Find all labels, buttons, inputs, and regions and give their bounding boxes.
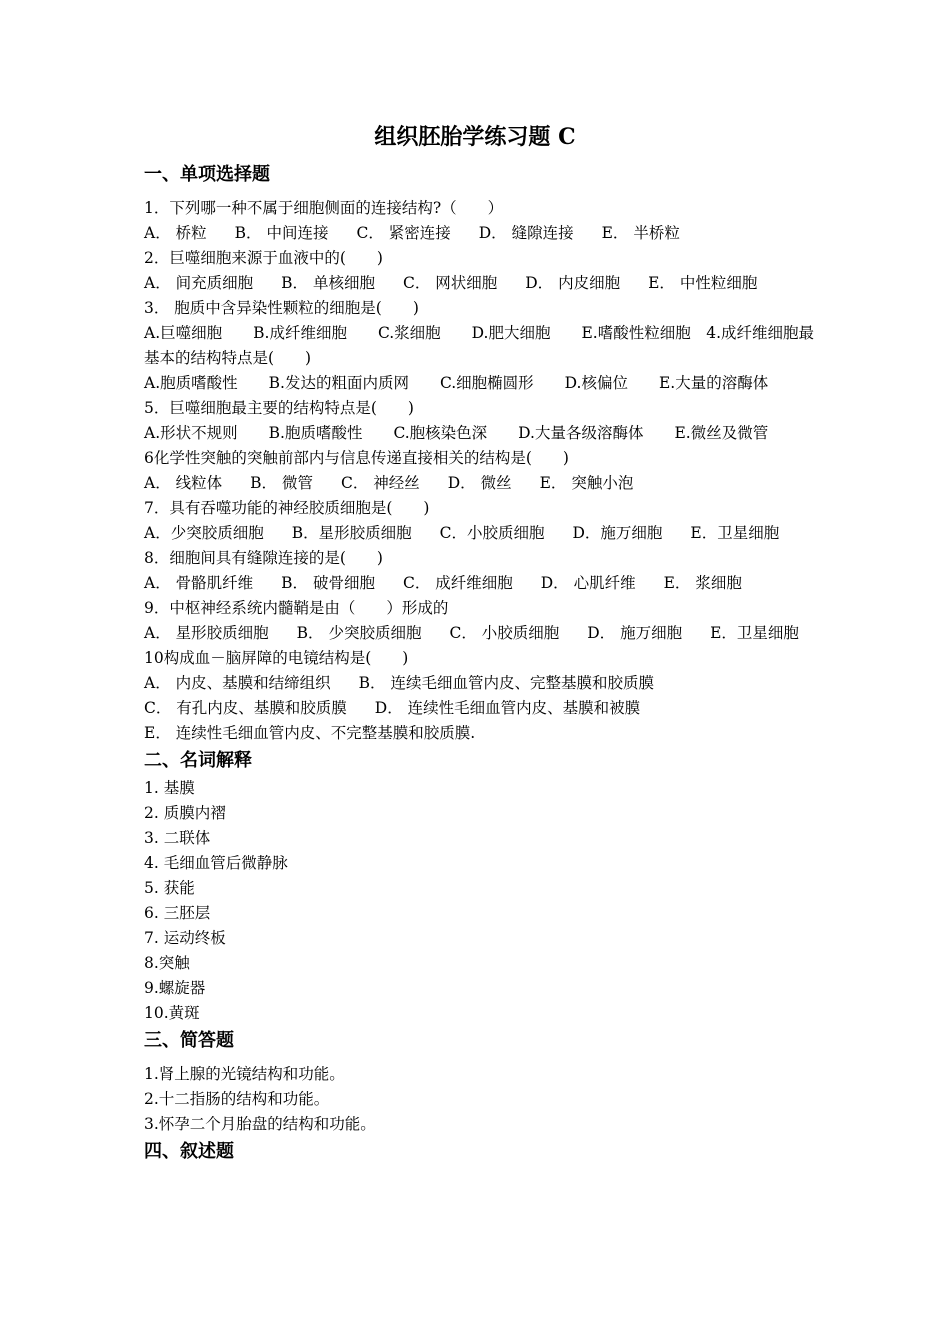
option-d: D． 施万细胞 (587, 624, 683, 642)
option-b: B． 破骨细胞 (281, 574, 375, 592)
option-a: A． 骨骼肌纤维 (144, 574, 254, 592)
short-answer-item: 1.肾上腺的光镜结构和功能。 (144, 1065, 345, 1083)
section-heading-single-choice: 一、单项选择题 (144, 164, 270, 185)
question-8-options (144, 571, 814, 596)
option-b: B． 中间连接 (234, 224, 329, 242)
option-a: A． 线粒体 (144, 474, 223, 492)
option-d: D． 连续性毛细血管内皮、基膜和被膜 (374, 699, 641, 717)
option-c: C． 神经丝 (340, 474, 420, 492)
question-7-stem: 7．具有吞噬功能的神经胶质细胞是( ) (144, 499, 430, 517)
option-c: C． 成纤维细胞 (402, 574, 513, 592)
short-answer-item: 2.十二指肠的结构和功能。 (144, 1090, 330, 1108)
short-answer-item: 3.怀孕二个月胎盘的结构和功能。 (144, 1115, 376, 1133)
option-a: A． 星形胶质细胞 (144, 624, 269, 642)
option-d: D． 微丝 (447, 474, 512, 492)
section-heading-short-answer: 三、简答题 (144, 1030, 234, 1051)
option-c: C． 有孔内皮、基膜和胶质膜 (144, 699, 347, 717)
question-7-options (144, 521, 814, 546)
question-1-stem: 1．下列哪一种不属于细胞侧面的连接结构?（ ） (144, 199, 504, 217)
question-2-stem: 2．巨噬细胞来源于血液中的( ) (144, 249, 383, 267)
option-b: B． 单核细胞 (281, 274, 375, 292)
question-9-stem: 9．中枢神经系统内髓鞘是由（ ）形成的 (144, 599, 449, 617)
option-e: E． 连续性毛细血管内皮、不完整基膜和胶质膜. (144, 724, 476, 742)
option-d: D． 心肌纤维 (540, 574, 636, 592)
term-item: 9.螺旋器 (144, 979, 206, 997)
question-1-options (144, 221, 814, 246)
question-8-stem: 8．细胞间具有缝隙连接的是( ) (144, 549, 383, 567)
question-9-options (144, 621, 814, 646)
question-10-stem: 10构成血－脑屏障的电镜结构是( ) (144, 649, 409, 667)
option-a: A．少突胶质细胞 (144, 524, 264, 542)
option-c: C．小胶质细胞 (439, 524, 545, 542)
option-e: E． 半桥粒 (601, 224, 680, 242)
question-6-stem: 6化学性突触的突触前部内与信息传递直接相关的结构是( ) (144, 449, 569, 467)
question-3-options: A.巨噬细胞 B.成纤维细胞 C.浆细胞 D.肥大细胞 E.嗜酸性粒细胞 4.成纤维细胞最基本的结构特点是( ) (144, 324, 815, 367)
question-3-stem: 3． 胞质中含异染性颗粒的细胞是( ) (144, 299, 419, 317)
option-a: A． 桥粒 (144, 224, 207, 242)
term-item: 2. 质膜内褶 (144, 804, 226, 822)
option-c: C． 紧密连接 (356, 224, 451, 242)
document-body (144, 160, 814, 1167)
option-b: B．星形胶质细胞 (291, 524, 412, 542)
option-b: B． 微管 (250, 474, 313, 492)
option-e: E． 突触小泡 (539, 474, 634, 492)
term-item: 6. 三胚层 (144, 904, 211, 922)
option-c: C． 小胶质细胞 (449, 624, 560, 642)
option-d: D． 缝隙连接 (478, 224, 574, 242)
term-item: 3. 二联体 (144, 829, 211, 847)
term-item: 5. 获能 (144, 879, 195, 897)
question-10-options-row1 (144, 671, 814, 696)
option-e: E．卫星细胞 (690, 524, 780, 542)
term-item: 4. 毛细血管后微静脉 (144, 854, 288, 872)
option-d: D． 内皮细胞 (525, 274, 621, 292)
option-a: A． 间充质细胞 (144, 274, 254, 292)
term-item: 10.黄斑 (144, 1004, 200, 1022)
document-title: 组织胚胎学练习题 C (374, 124, 576, 150)
option-e: E． 浆细胞 (663, 574, 742, 592)
question-4-options: A.胞质嗜酸性 B.发达的粗面内质网 C.细胞椭圆形 D.核偏位 E.大量的溶酶体 (144, 374, 769, 392)
section-heading-terms: 二、名词解释 (144, 750, 252, 771)
question-5-stem: 5．巨噬细胞最主要的结构特点是( ) (144, 399, 414, 417)
option-b: B． 连续毛细血管内皮、完整基膜和胶质膜 (358, 674, 654, 692)
question-6-options (144, 471, 814, 496)
term-item: 1. 基膜 (144, 779, 195, 797)
question-2-options (144, 271, 814, 296)
question-10-options-row3 (144, 721, 814, 746)
option-e: E． 中性粒细胞 (648, 274, 758, 292)
section-heading-essay: 四、叙述题 (144, 1141, 234, 1162)
option-a: A． 内皮、基膜和结缔组织 (144, 674, 331, 692)
option-e: E．卫星细胞 (710, 624, 799, 642)
term-item: 7. 运动终板 (144, 929, 226, 947)
option-c: C． 网状细胞 (402, 274, 498, 292)
option-b: B． 少突胶质细胞 (296, 624, 422, 642)
question-5-options: A.形状不规则 B.胞质嗜酸性 C.胞核染色深 D.大量各级溶酶体 E.微丝及微管 (144, 424, 769, 442)
term-item: 8.突触 (144, 954, 190, 972)
option-d: D．施万细胞 (572, 524, 663, 542)
question-10-options-row2 (144, 696, 814, 721)
